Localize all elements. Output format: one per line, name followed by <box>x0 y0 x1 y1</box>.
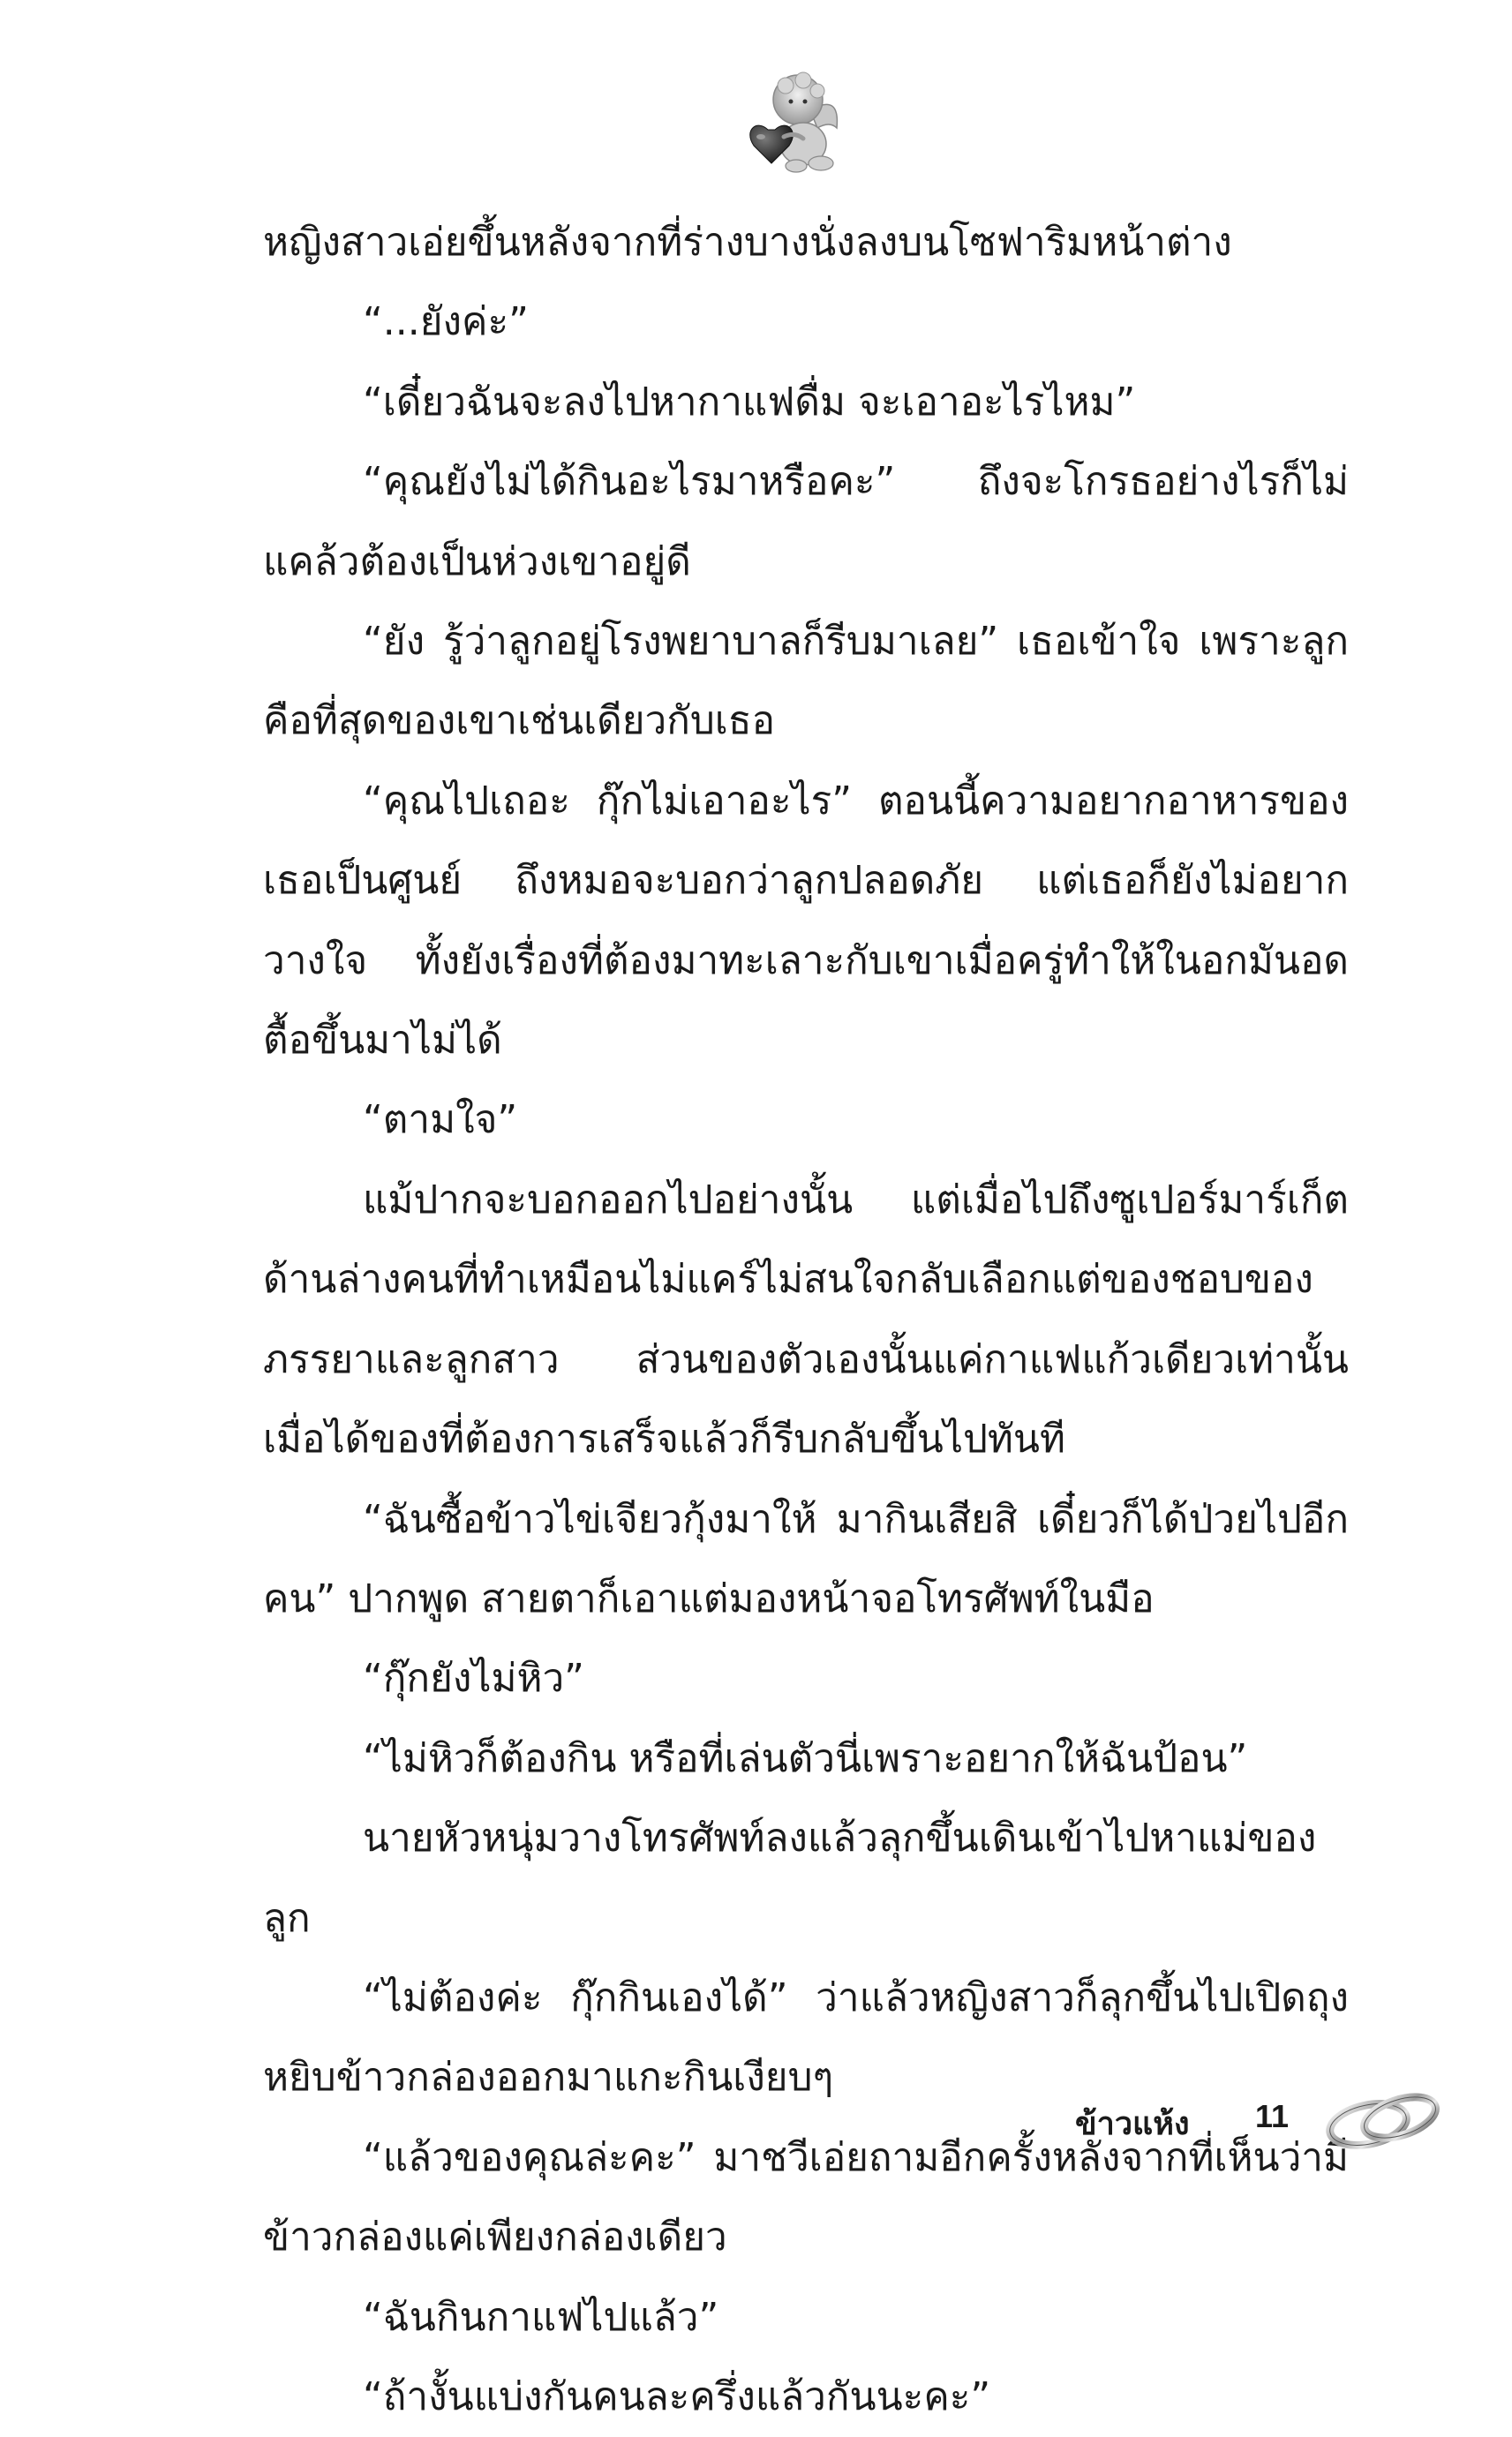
paragraph: แม้ปากจะบอกออกไปอย่างนั้น แต่เมื่อไปถึงซูเปอร์มาร์เก็ตด้านล่างคนที่ทำเหมือนไม่แคร์ไม่สนใจกลับเลือกแต่ของชอบของภรรยาและลูกสาว ส่วนของตัวเองนั้นแค่กาแฟแก้วเดียวเท่านั้น เมื่อได้ของที่ต้องการเสร็จแล้วก็รีบกลับขึ้นไปทันที <box>263 1177 1349 1463</box>
paragraph: “ยัง รู้ว่าลูกอยู่โรงพยาบาลก็รีบมาเลย” เธอเข้าใจ เพราะลูกคือที่สุดของเขาเช่นเดียวกับเธอ <box>263 619 1349 744</box>
paragraph: “เดี๋ยวฉันจะลงไปหากาแฟดื่ม จะเอาอะไรไหม” <box>363 379 1136 425</box>
paragraph: “คุณไปเถอะ กุ๊กไม่เอาอะไร” ตอนนี้ความอยากอาหารของเธอเป็นศูนย์ ถึงหมอจะบอกว่าลูกปลอดภัย แต่เธอก็ยังไม่อยากวางใจ ทั้งยังเรื่องที่ต้องมาทะเลาะกับเขาเมื่อครู่ทำให้ในอกมันอดตื้อขึ้นมาไม่ได้ <box>263 778 1349 1064</box>
paragraph: “กุ๊กยังไม่หิว” <box>363 1656 584 1702</box>
book-title: ข้าวแห้ง <box>1075 2106 1190 2142</box>
paragraph: “ตามใจ” <box>363 1097 518 1143</box>
paragraph: นายหัวหนุ่มวางโทรศัพท์ลงแล้วลุกขึ้นเดินเข้าไปหาแม่ของลูก <box>263 1816 1317 1941</box>
paragraph: “คุณยังไม่ได้กินอะไรมาหรือคะ” ถึงจะโกรธอย่างไรก็ไม่แคล้วต้องเป็นห่วงเขาอยู่ดี <box>263 459 1349 584</box>
paragraph: “ฉันซื้อข้าวไข่เจียวกุ้งมาให้ มากินเสียสิ เดี๋ยวก็ได้ป่วยไปอีกคน” ปากพูด สายตาก็เอาแต่มองหน้าจอโทรศัพท์ในมือ <box>263 1496 1349 1621</box>
paragraph: “...ยังค่ะ” <box>363 299 529 345</box>
paragraph: หญิงสาวเอ่ยขึ้นหลังจากที่ร่างบางนั่งลงบนโซฟาริมหน้าต่าง <box>263 220 1232 265</box>
wedding-rings-icon <box>1322 2079 1446 2158</box>
paragraph: “ไม่หิวก็ต้องกิน หรือที่เล่นตัวนี่เพราะอยากให้ฉันป้อน” <box>363 1735 1248 1781</box>
paragraph: “ไม่ต้องค่ะ กุ๊กกินเองได้” ว่าแล้วหญิงสาวก็ลุกขึ้นไปเปิดถุงหยิบข้าวกล่องออกมาแกะกินเงียบๆ <box>263 1974 1349 2101</box>
page-number: 11 <box>1255 2098 1290 2134</box>
page-footer <box>1024 2079 1377 2158</box>
paragraph: “แล้วของคุณล่ะคะ” มาชวีเอ่ยถามอีกครั้งหลังจากที่เห็นว่ามีข้าวกล่องแค่เพียงกล่องเดียว <box>263 2134 1349 2260</box>
paragraph: “ถ้างั้นแบ่งกันคนละครึ่งแล้วกันนะคะ” <box>363 2373 991 2419</box>
paragraph: “ฉันกินกาแฟไปแล้ว” <box>363 2294 719 2340</box>
cupid-heart-icon <box>741 66 847 177</box>
